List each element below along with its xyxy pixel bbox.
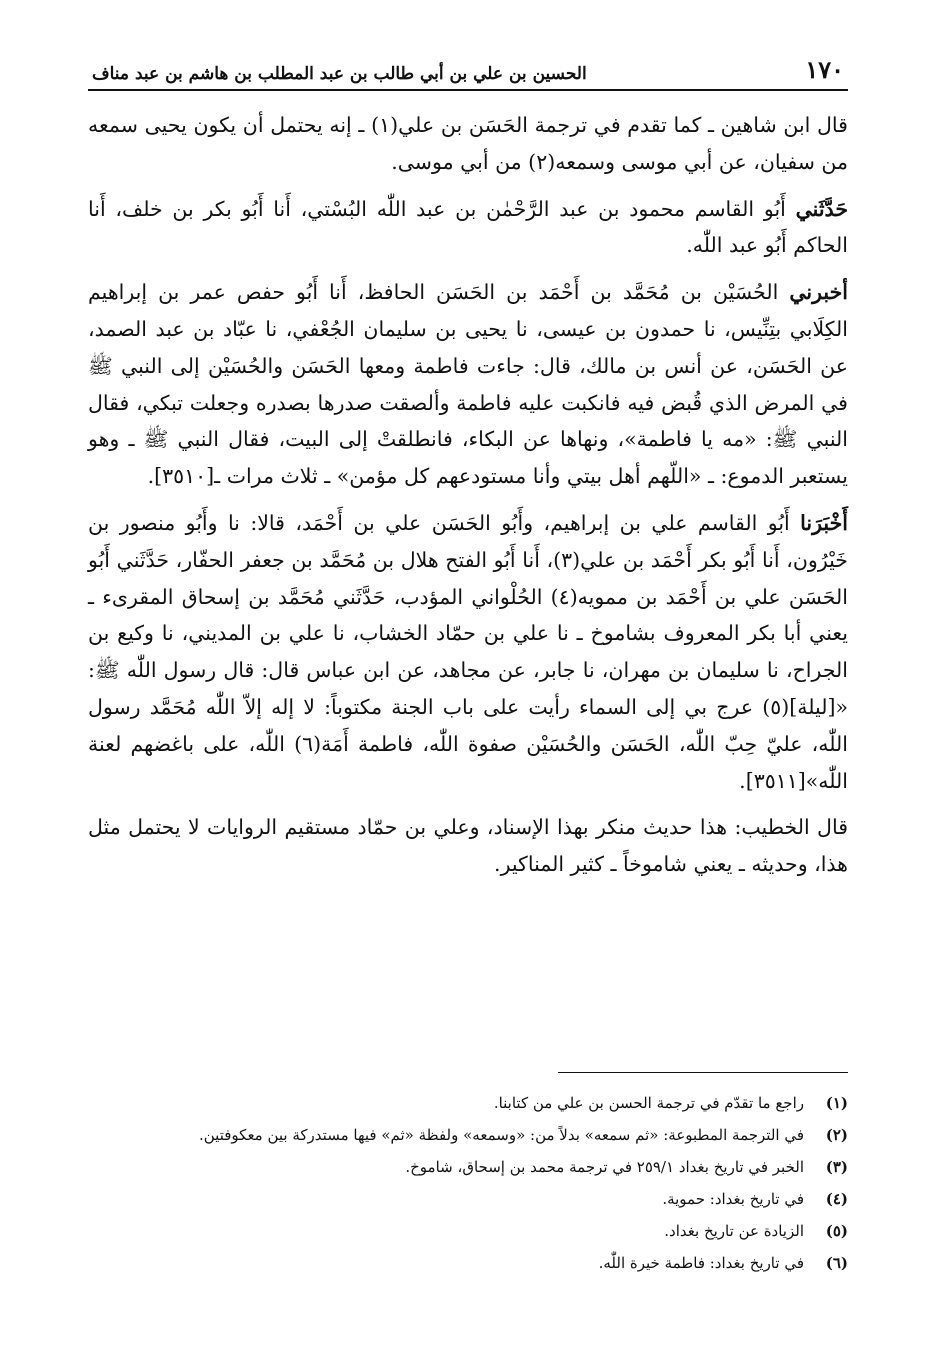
paragraph xyxy=(88,505,848,799)
footnote-text: الخبر في تاريخ بغداد ٢٥٩/١ في ترجمة محمد بن إسحاق، شاموخ. xyxy=(405,1158,804,1176)
footnote-item xyxy=(88,1119,848,1151)
paragraph-lead: أخبرني xyxy=(789,280,848,305)
paragraph-text: أَبُو القاسم محمود بن عبد الرَّحْمٰن بن عبد اللّٰه البُسْتي، أَنا أَبُو بكر بن خلف، أَنا الحاكم أَبُو عبد اللّٰه. xyxy=(88,196,848,258)
paragraph-text: أَبُو القاسم علي بن إبراهيم، وأَبُو الحَسَن علي بن أَحْمَد، قالا: نا وأَبُو منصور بن خَيْرُون، أَنا أَبُو بكر أَحْمَد بن علي(٣)، أَنا أَبُو الفتح هلال بن مُحَمَّد بن جعفر الحفّار، حَدَّثَني أَبُو الحَسَن علي بن أَحْمَد بن ممويه(٤) الحُلْواني المؤدب، حَدَّثَني مُحَمَّد بن إسحاق المقرىء ـ يعني أبا بكر المعروف بشاموخ ـ نا علي بن حمّاد الخشاب، نا علي بن المديني، نا وكيع بن الجراح، نا سليمان بن مهران، نا جابر، عن مجاهد، عن ابن عباس قال: قال رسول اللّٰه ﷺ: «[ليلة](٥) عرج بي إلى السماء رأيت على باب الجنة مكتوباً: لا إله إلاّ اللّٰه مُحَمَّد رسول اللّٰه، عليّ حِبّ اللّٰه، الحَسَن والحُسَيْن صفوة اللّٰه، فاطمة أَمَة(٦) اللّٰه، على باغضهم لعنة اللّٰه»[٣٥١١]. xyxy=(88,510,849,793)
footnote-item xyxy=(88,1151,848,1183)
book-page xyxy=(88,55,848,893)
footnote-number: (٣) xyxy=(825,1158,848,1176)
footnote-number: (٥) xyxy=(825,1222,848,1240)
footnote-divider xyxy=(558,1072,848,1073)
page-header xyxy=(88,55,848,91)
running-title: الحسين بن علي بن أبي طالب بن عبد المطلب بن هاشم بن عبد مناف xyxy=(92,64,587,84)
page-number: ١٧٠ xyxy=(805,55,844,84)
paragraph xyxy=(88,274,848,495)
main-text xyxy=(88,107,848,883)
footnote-item xyxy=(88,1215,848,1247)
footnote-text: الزيادة عن تاريخ بغداد. xyxy=(664,1222,804,1240)
footnote-number: (٢) xyxy=(825,1126,848,1144)
paragraph-text: قال الخطيب: هذا حديث منكر بهذا الإسناد، وعلي بن حمّاد مستقيم الروايات لا يحتمل مثل هذا، وحديثه ـ يعني شاموخاً ـ كثير المناكير. xyxy=(88,815,848,877)
paragraph-lead: حَدَّثَني xyxy=(795,196,848,221)
footnote-text: في تاريخ بغداد: فاطمة خيرة اللّٰه. xyxy=(598,1254,804,1272)
paragraph-text: قال ابن شاهين ـ كما تقدم في ترجمة الحَسَن بن علي(١) ـ إنه يحتمل أن يكون يحيى سمعه من سفيان، عن أبي موسى وسمعه(٢) من أبي موسى. xyxy=(88,113,848,174)
footnote-text: في تاريخ بغداد: حموية. xyxy=(662,1190,804,1208)
footnote-item xyxy=(88,1087,848,1119)
footnotes-section xyxy=(88,1072,848,1279)
paragraph-lead: أَخْبَرَنا xyxy=(800,510,848,535)
footnote-list xyxy=(88,1087,848,1279)
footnote-number: (١) xyxy=(825,1094,848,1112)
paragraph xyxy=(88,107,848,181)
footnote-text: في الترجمة المطبوعة: «ثم سمعه» بدلاً من: «وسمعه» ولفظة «ثم» فيها مستدركة بين معكوفتين. xyxy=(199,1126,804,1144)
paragraph xyxy=(88,191,848,265)
paragraph xyxy=(88,809,848,883)
footnote-item xyxy=(88,1183,848,1215)
footnote-number: (٦) xyxy=(825,1254,848,1272)
footnote-number: (٤) xyxy=(825,1190,848,1208)
footnote-text: راجع ما تقدّم في ترجمة الحسن بن علي من كتابنا. xyxy=(493,1094,804,1112)
footnote-item xyxy=(88,1247,848,1279)
paragraph-text: الحُسَيْن بن مُحَمَّد بن أَحْمَد بن الحَسَن الحافظ، أَنا أَبُو حفص عمر بن إبراهيم الكِلَابي بتِنِّيس، نا حمدون بن عيسى، نا يحيى بن سليمان الجُعْفي، نا عبّاد بن عبد الصمد، عن الحَسَن، عن أنس بن مالك، قال: جاءت فاطمة ومعها الحَسَن والحُسَيْن إلى النبي ﷺ في المرض الذي قُبض فيه فانكبت عليه فاطمة وألصقت صدرها بصدره وجعلت تبكي، فقال النبي ﷺ: «مه يا فاطمة»، ونهاها عن البكاء، فانطلقتْ إلى البيت، فقال النبي ﷺ ـ وهو يستعبر الدموع: ـ «اللّهم أهل بيتي وأنا مستودعهم كل مؤمن» ـ ثلاث مرات ـ[٣٥١٠]. xyxy=(88,280,848,489)
